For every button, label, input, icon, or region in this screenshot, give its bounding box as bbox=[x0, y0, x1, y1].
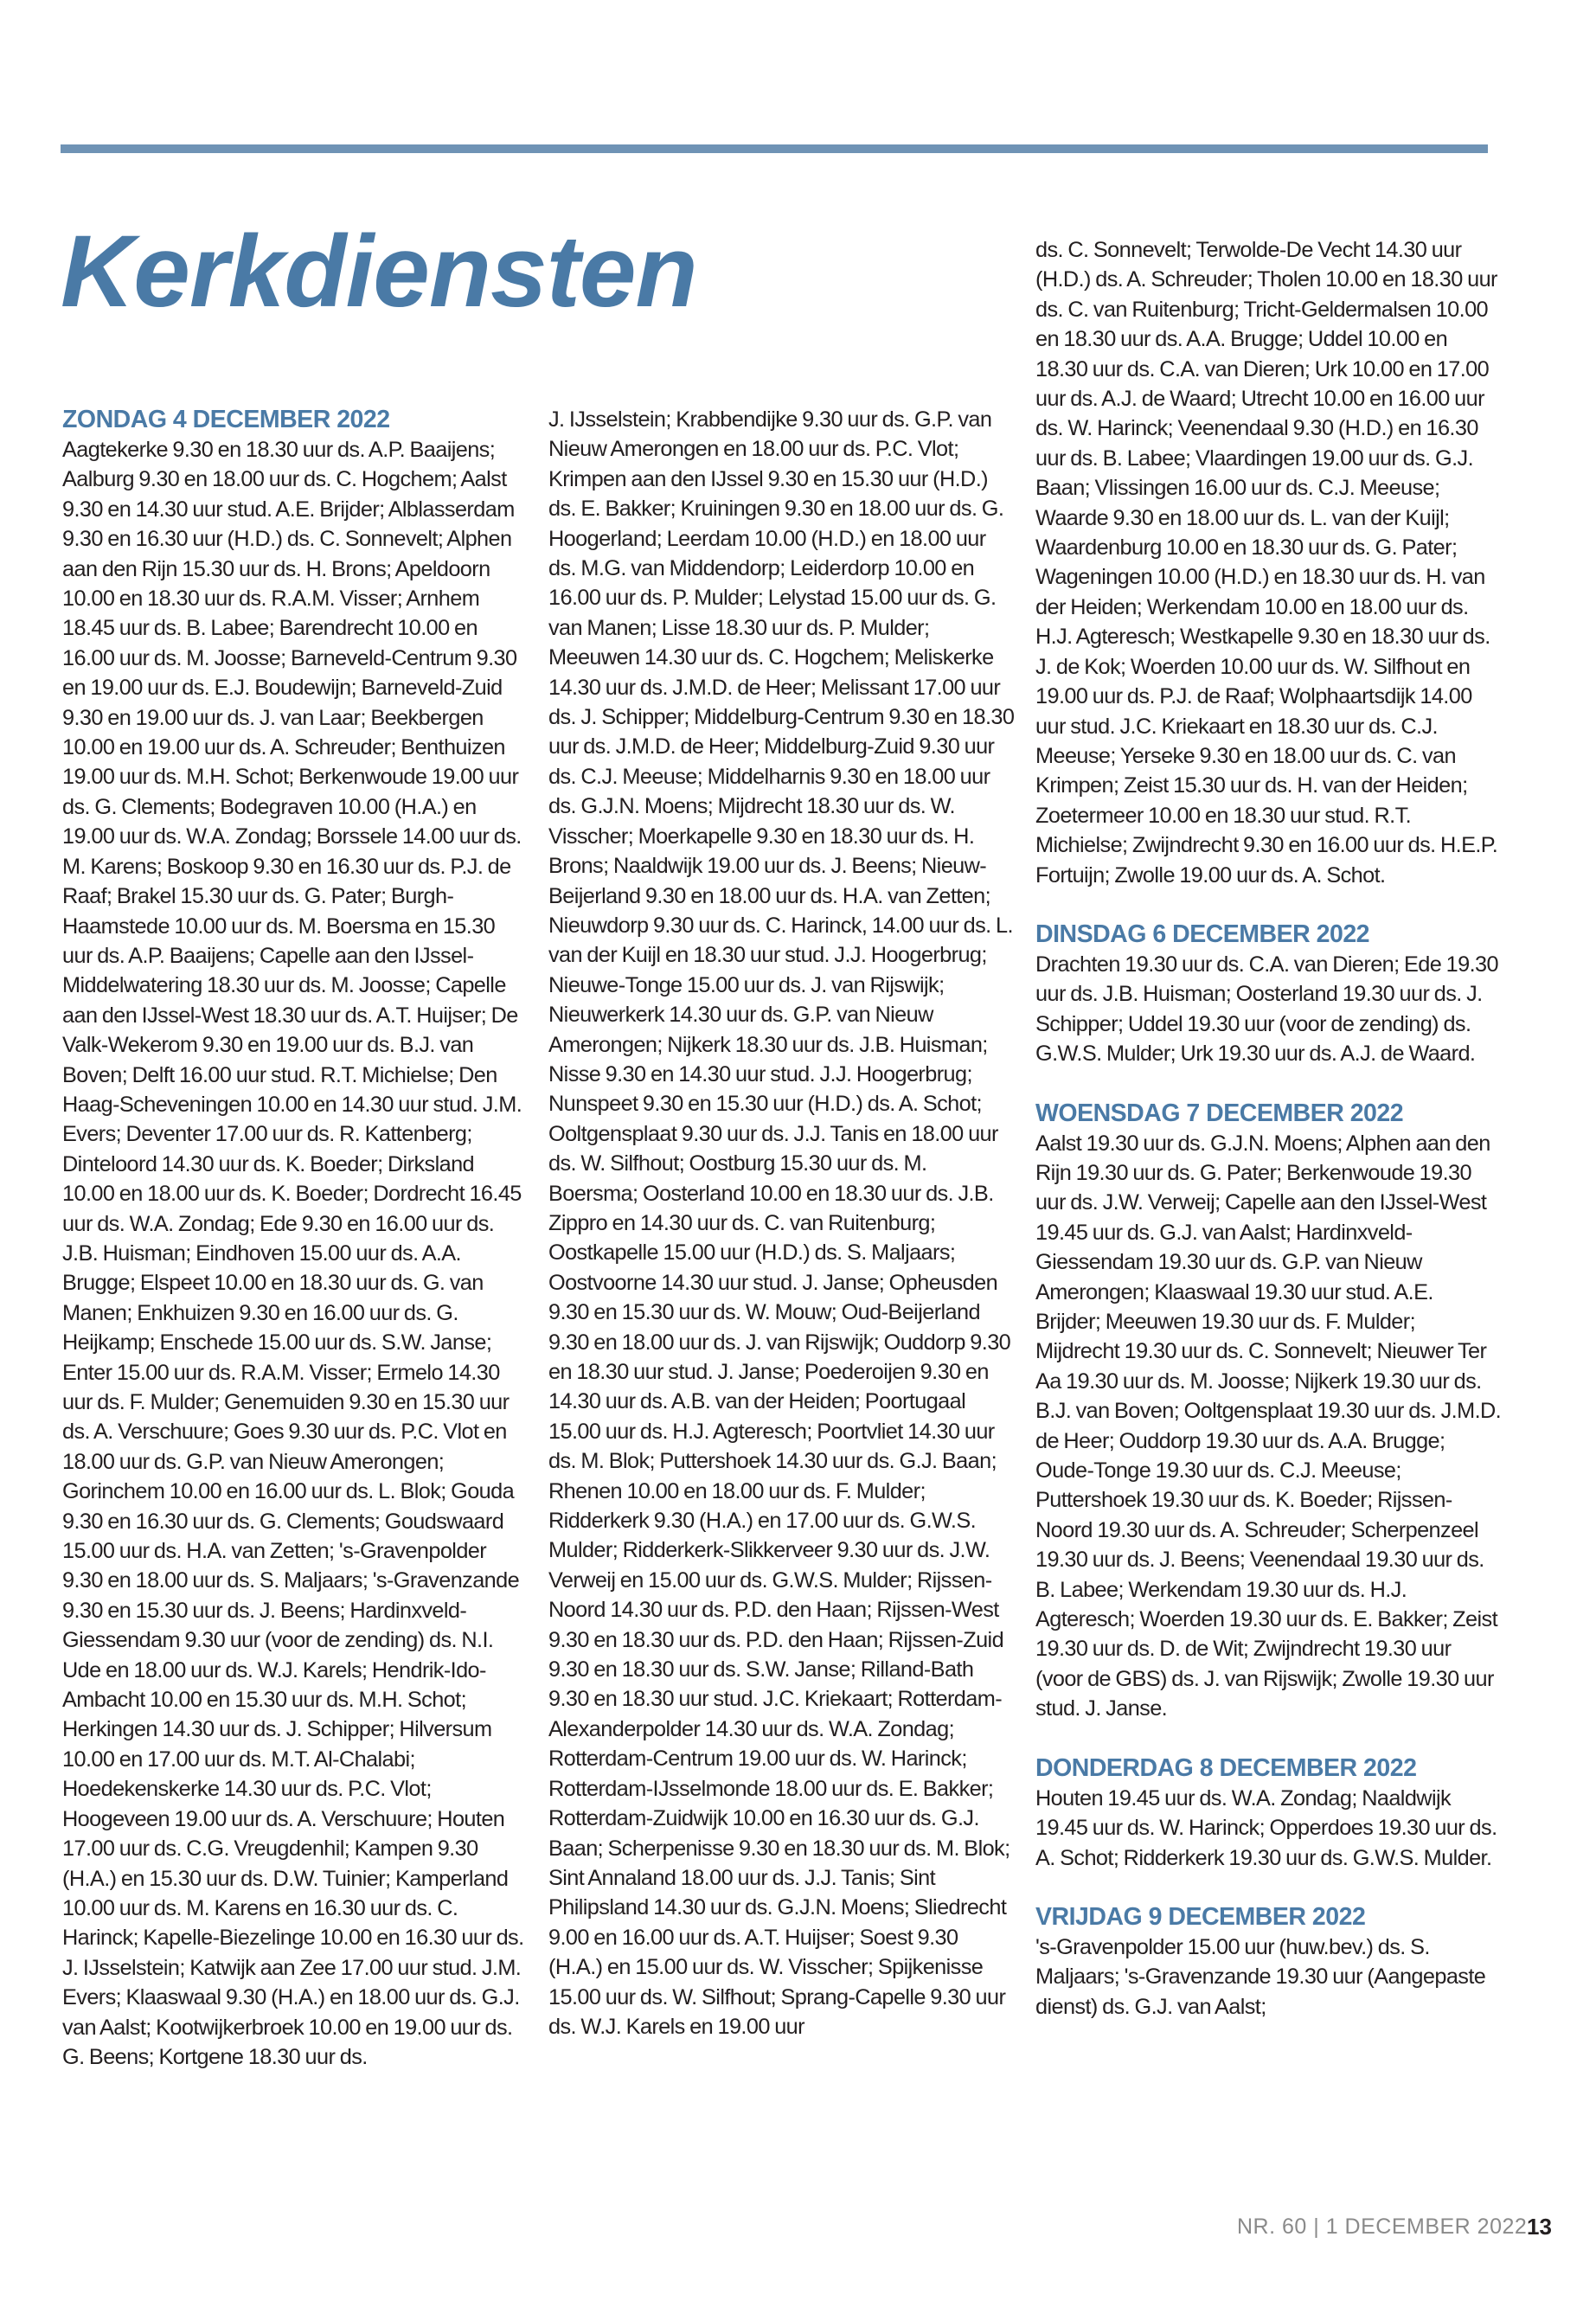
issue-footer: NR. 60 | 1 DECEMBER 2022 bbox=[1237, 2214, 1528, 2239]
service-listing: Aagtekerke 9.30 en 18.30 uur ds. A.P. Baaijens; Aalburg 9.30 en 18.00 uur ds. C. Hogchem; Aalst 9.30 en 14.30 uur stud. A.E. Brijder; Alblasserdam 9.30 en 16.30 uur (H.D.) ds. C. Sonnevelt; Alphen aan den Rijn 15.30 uur ds. H. Brons; Apeldoorn 10.00 en 18.30 uur ds. R.A.M. Visser; Arnhem 18.45 uur ds. B. Labee; Barendrecht 10.00 en 16.00 uur ds. M. Joosse; Barneveld-Centrum 9.30 en 19.00 uur ds. E.J. Boudewijn; Barneveld-Zuid 9.30 en 19.00 uur ds. J. van Laar; Beekbergen 10.00 en 19.00 uur ds. A. Schreuder; Benthuizen 19.00 uur ds. M.H. Schot; Berkenwoude 19.00 uur ds. G. Clements; Bodegraven 10.00 (H.A.) en 19.00 uur ds. W.A. Zondag; Borssele 14.00 uur ds. M. Karens; Boskoop 9.30 en 16.30 uur ds. P.J. de Raaf; Brakel 15.30 uur ds. G. Pater; Burgh-Haamstede 10.00 uur ds. M. Boersma en 15.30 uur ds. A.P. Baaijens; Capelle aan den IJssel-Middelwatering 18.30 uur ds. M. Joosse; Capelle aan den IJssel-West 18.30 uur ds. A.T. Huijser; De Valk-Wekerom 9.30 en 19.00 uur ds. B.J. van Boven; Delft 16.00 uur stud. R.T. Michielse; Den Haag-Scheveningen 10.00 en 14.30 uur stud. J.M. Evers; Deventer 17.00 uur ds. R. Kattenberg; Dinteloord 14.30 uur ds. K. Boeder; Dirksland 10.00 en 18.00 uur ds. K. Boeder; Dordrecht 16.45 uur ds. W.A. Zondag; Ede 9.30 en 16.00 uur ds. J.B. Huisman; Eindhoven 15.00 uur ds. A.A. Brugge; Elspeet 10.00 en 18.30 uur ds. G. van Manen; Enkhuizen 9.30 en 16.00 uur ds. G. Heijkamp; Enschede 15.00 uur ds. S.W. Janse; Enter 15.00 uur ds. R.A.M. Visser; Ermelo 14.30 uur ds. F. Mulder; Genemuiden 9.30 en 15.30 uur ds. A. Verschuure; Goes 9.30 uur ds. P.C. Vlot en 18.00 uur ds. G.P. van Nieuw Amerongen; Gorinchem 10.00 en 16.00 uur ds. L. Blok; Gouda 9.30 en 16.30 uur ds. G. Clements; Goudswaard 15.00 uur ds. H.A. van Zetten; 's-Gravenpolder 9.30 en 18.00 uur ds. S. Maljaars; 's-Gravenzande 9.30 en 15.30 uur ds. J. Beens; Hardinxveld-Giessendam 9.30 uur (voor de zending) ds. N.I. Ude en 18.00 uur ds. W.J. Karels; Hendrik-Ido-Ambacht 10.00 en 15.30 uur ds. M.H. Schot; Herkingen 14.30 uur ds. J. Schipper; Hilversum 10.00 en 17.00 uur ds. M.T. Al-Chalabi; Hoedekenskerke 14.30 uur ds. P.C. Vlot; Hoogeveen 19.00 uur ds. A. Verschuure; Houten 17.00 uur ds. C.G. Vreugdenhil; Kampen 9.30 (H.A.) en 15.30 uur ds. D.W. Tuinier; Kamperland 10.00 uur ds. M. Karens en 16.30 uur ds. C. Harinck; Kapelle-Biezelinge 10.00 en 16.30 uur ds. J. IJsselstein; Katwijk aan Zee 17.00 uur stud. J.M. Evers; Klaaswaal 9.30 (H.A.) en 18.00 uur ds. G.J. van Aalst; Kootwijkerbroek 10.00 en 19.00 uur ds. G. Beens; Kortgene 18.30 uur ds. bbox=[62, 438, 524, 2069]
page-number: 13 bbox=[1527, 2214, 1552, 2240]
day-heading: VRIJDAG 9 DECEMBER 2022 bbox=[1035, 1902, 1366, 1931]
top-rule bbox=[61, 144, 1488, 153]
day-heading: DINSDAG 6 DECEMBER 2022 bbox=[1035, 920, 1370, 948]
service-day-section bbox=[1035, 1099, 1503, 1724]
service-listing: J. IJsselstein; Krabbendijke 9.30 uur ds. G.P. van Nieuw Amerongen en 18.00 uur ds. P.C. Vlot; Krimpen aan den IJssel 9.30 en 15.30 uur (H.D.) ds. E. Bakker; Kruiningen 9.30 en 18.00 uur ds. G. Hoogerland; Leerdam 10.00 (H.D.) en 18.00 uur ds. M.G. van Middendorp; Leiderdorp 10.00 en 16.00 uur ds. P. Mulder; Lelystad 15.00 uur ds. G. van Manen; Lisse 18.30 uur ds. P. Mulder; Meeuwen 14.30 uur ds. C. Hogchem; Meliskerke 14.30 uur ds. J.M.D. de Heer; Melissant 17.00 uur ds. J. Schipper; Middelburg-Centrum 9.30 en 18.30 uur ds. J.M.D. de Heer; Middelburg-Zuid 9.30 uur ds. C.J. Meeuse; Middelharnis 9.30 en 18.00 uur ds. G.J.N. Moens; Mijdrecht 18.30 uur ds. W. Visscher; Moerkapelle 9.30 en 18.30 uur ds. H. Brons; Naaldwijk 19.00 uur ds. J. Beens; Nieuw-Beijerland 9.30 en 18.00 uur ds. H.A. van Zetten; Nieuwdorp 9.30 uur ds. C. Harinck, 14.00 uur ds. L. van der Kuijl en 18.30 uur stud. J.J. Hoogerbrug; Nieuwe-Tonge 15.00 uur ds. J. van Rijswijk; Nieuwerkerk 14.30 uur ds. G.P. van Nieuw Amerongen; Nijkerk 18.30 uur ds. J.B. Huisman; Nisse 9.30 en 14.30 uur stud. J.J. Hoogerbrug; Nunspeet 9.30 en 15.30 uur (H.D.) ds. A. Schot; Ooltgensplaat 9.30 uur ds. J.J. Tanis en 18.00 uur ds. W. Silfhout; Oostburg 15.30 uur ds. M. Boersma; Oosterland 10.00 en 18.30 uur ds. J.B. Zippro en 14.30 uur ds. C. van Ruitenburg; Oostkapelle 15.00 uur (H.D.) ds. S. Maljaars; Oostvoorne 14.30 uur stud. J. Janse; Opheusden 9.30 en 15.30 uur ds. W. Mouw; Oud-Beijerland 9.30 en 18.00 uur ds. J. van Rijswijk; Ouddorp 9.30 en 18.30 uur stud. J. Janse; Poederoijen 9.30 en 14.30 uur ds. A.B. van der Heiden; Poortugaal 15.00 uur ds. H.J. Agteresch; Poortvliet 14.30 uur ds. M. Blok; Puttershoek 14.30 uur ds. G.J. Baan; Rhenen 10.00 en 18.00 uur ds. F. Mulder; Ridderkerk 9.30 (H.A.) en 17.00 uur ds. G.W.S. Mulder; Ridderkerk-Slikkerveer 9.30 uur ds. J.W. Verweij en 15.00 uur ds. G.W.S. Mulder; Rijssen-Noord 14.30 uur ds. P.D. den Haan; Rijssen-West 9.30 en 18.30 uur ds. P.D. den Haan; Rijssen-Zuid 9.30 en 18.30 uur ds. S.W. Janse; Rilland-Bath 9.30 en 18.30 uur stud. J.C. Kriekaart; Rotterdam-Alexanderpolder 14.30 uur ds. W.A. Zondag; Rotterdam-Centrum 19.00 uur ds. W. Harinck; Rotterdam-IJsselmonde 18.00 uur ds. E. Bakker; Rotterdam-Zuidwijk 10.00 en 16.30 uur ds. G.J. Baan; Scherpenisse 9.30 en 18.30 uur ds. M. Blok; Sint Annaland 18.00 uur ds. J.J. Tanis; Sint Philipsland 14.30 uur ds. G.J.N. Moens; Sliedrecht 9.00 en 16.00 uur ds. A.T. Huijser; Soest 9.30 (H.A.) en 15.00 uur ds. W. Visscher; Spijkenisse 15.00 uur ds. W. Silfhout; Sprang-Capelle 9.30 uur ds. W.J. Karels en 19.00 uur bbox=[548, 407, 1015, 2039]
service-day-section bbox=[1035, 1753, 1503, 1873]
service-day-section bbox=[1035, 920, 1503, 1069]
service-listing: Drachten 19.30 uur ds. C.A. van Dieren; Ede 19.30 uur ds. J.B. Huisman; Oosterland 19.30 uur ds. J. Schipper; Uddel 19.30 uur (voor de zending) ds. G.W.S. Mulder; Urk 19.30 uur ds. A.J. de Waard. bbox=[1035, 952, 1498, 1067]
column-2 bbox=[548, 405, 1016, 2071]
day-heading: ZONDAG 4 DECEMBER 2022 bbox=[62, 406, 390, 433]
service-listing: ds. C. Sonnevelt; Terwolde-De Vecht 14.30 uur (H.D.) ds. A. Schreuder; Tholen 10.00 en 18.30 uur ds. C. van Ruitenburg; Tricht-Geldermalsen 10.00 en 18.30 uur ds. A.A. Brugge; Uddel 10.00 en 18.30 uur ds. C.A. van Dieren; Urk 10.00 en 17.00 uur ds. A.J. de Waard; Utrecht 10.00 en 16.00 uur ds. W. Harinck; Veenendaal 9.30 (H.D.) en 16.30 uur ds. B. Labee; Vlaardingen 19.00 uur ds. G.J. Baan; Vlissingen 16.00 uur ds. C.J. Meeuse; Waarde 9.30 en 18.00 uur ds. L. van der Kuijl; Waardenburg 10.00 en 18.30 uur ds. G. Pater; Wageningen 10.00 (H.D.) en 18.30 uur ds. H. van der Heiden; Werkendam 10.00 en 18.00 uur ds. H.J. Agteresch; Westkapelle 9.30 en 18.30 uur ds. J. de Kok; Woerden 10.00 uur ds. W. Silfhout en 19.00 uur ds. P.J. de Raaf; Wolphaartsdijk 14.00 uur stud. J.C. Kriekaart en 18.30 uur ds. C.J. Meeuse; Yerseke 9.30 en 18.00 uur ds. C. van Krimpen; Zeist 15.30 uur ds. H. van der Heiden; Zoetermeer 10.00 en 18.30 uur stud. R.T. Michielse; Zwijndrecht 9.30 en 16.00 uur ds. H.E.P. Fortuijn; Zwolle 19.00 uur ds. A. Schot. bbox=[1035, 238, 1498, 888]
day-heading: DONDERDAG 8 DECEMBER 2022 bbox=[1035, 1753, 1417, 1782]
service-day-section bbox=[1035, 235, 1503, 890]
service-listing: 's-Gravenpolder 15.00 uur (huw.bev.) ds. S. Maljaars; 's-Gravenzande 19.30 uur (Aangepaste dienst) ds. G.J. van Aalst; bbox=[1035, 1934, 1486, 2019]
day-heading: WOENSDAG 7 DECEMBER 2022 bbox=[1035, 1099, 1404, 1127]
column-1 bbox=[62, 405, 529, 2101]
service-day-section bbox=[1035, 1902, 1503, 2022]
page-title: Kerkdiensten bbox=[61, 215, 697, 329]
service-listing: Houten 19.45 uur ds. W.A. Zondag; Naaldwijk 19.45 uur ds. W. Harinck; Opperdoes 19.30 uur ds. A. Schot; Ridderkerk 19.30 uur ds. G.W.S. Mulder. bbox=[1035, 1785, 1497, 1870]
service-listing: Aalst 19.30 uur ds. G.J.N. Moens; Alphen aan den Rijn 19.30 uur ds. G. Pater; Berkenwoude 19.30 uur ds. J.W. Verweij; Capelle aan den IJssel-West 19.45 uur ds. G.J. van Aalst; Hardinxveld-Giessendam 19.30 uur ds. G.P. van Nieuw Amerongen; Klaaswaal 19.30 uur stud. A.E. Brijder; Meeuwen 19.30 uur ds. F. Mulder; Mijdrecht 19.30 uur ds. C. Sonnevelt; Nieuwer Ter Aa 19.30 uur ds. M. Joosse; Nijkerk 19.30 uur ds. B.J. van Boven; Ooltgensplaat 19.30 uur ds. J.M.D. de Heer; Ouddorp 19.30 uur ds. A.A. Brugge; Oude-Tonge 19.30 uur ds. C.J. Meeuse; Puttershoek 19.30 uur ds. K. Boeder; Rijssen-Noord 19.30 uur ds. A. Schreuder; Scherpenzeel 19.30 uur ds. J. Beens; Veenendaal 19.30 uur ds. B. Labee; Werkendam 19.30 uur ds. H.J. Agteresch; Woerden 19.30 uur ds. E. Bakker; Zeist 19.30 uur ds. D. de Wit; Zwijndrecht 19.30 uur (voor de GBS) ds. J. van Rijswijk; Zwolle 19.30 uur stud. J. Janse. bbox=[1035, 1131, 1502, 1721]
column-3 bbox=[1035, 235, 1503, 2051]
service-day-section bbox=[548, 405, 1016, 2041]
service-day-section bbox=[62, 405, 529, 2072]
